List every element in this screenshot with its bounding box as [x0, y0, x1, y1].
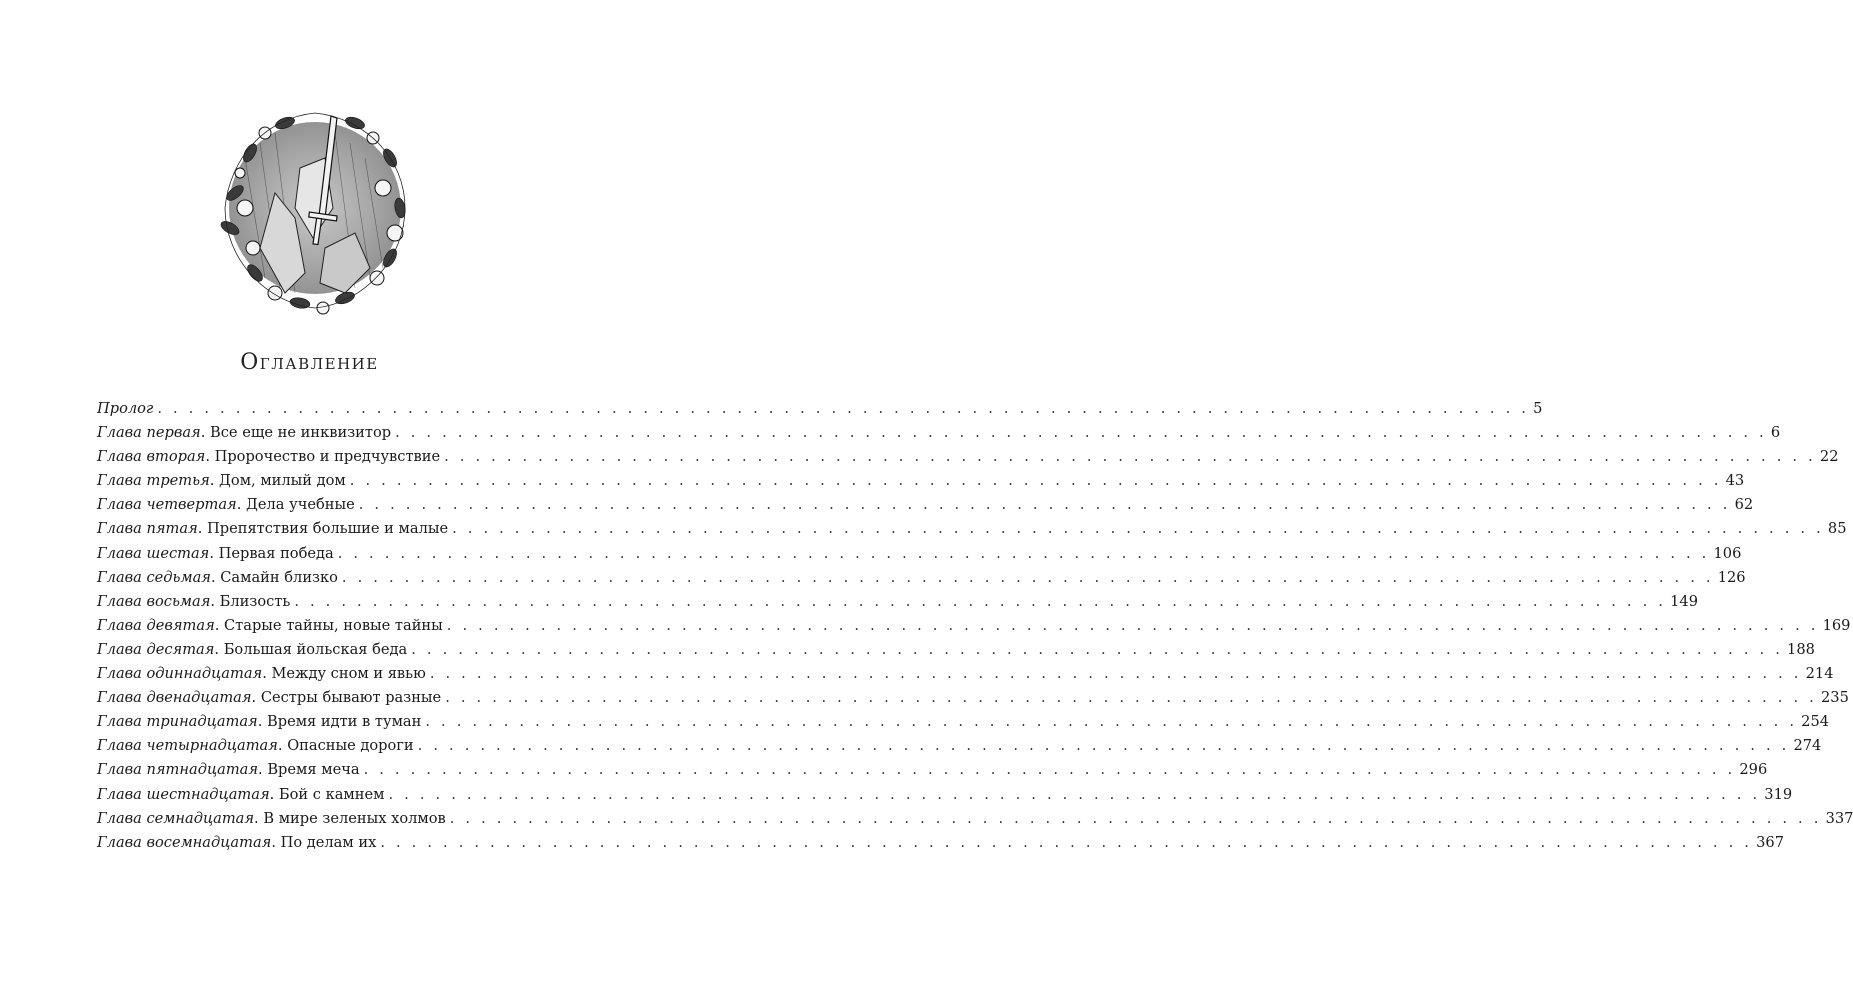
toc-dot-leader — [350, 469, 1722, 493]
toc-chapter-label: Глава восемнадцатая — [97, 833, 272, 851]
toc-chapter-title: Бой с камнем — [278, 785, 385, 803]
toc-entry-text — [97, 590, 290, 614]
toc-entry[interactable] — [97, 469, 1745, 493]
toc-chapter-label: Глава седьмая — [97, 568, 211, 586]
toc-chapter-label: Пролог — [97, 400, 154, 417]
toc-page-number: 235 — [1821, 689, 1849, 707]
toc-chapter-title: Большая йольская беда — [223, 640, 408, 658]
toc-page-number: 319 — [1764, 785, 1793, 803]
toc-entry-text — [97, 758, 360, 782]
toc-chapter-label: Глава восьмая — [97, 592, 211, 610]
toc-page-number: 22 — [1819, 448, 1839, 466]
toc-chapter-title: Время меча — [267, 761, 360, 779]
toc-dot-leader — [450, 807, 1822, 831]
toc-chapter-label: Глава тринадцатая — [97, 713, 258, 731]
toc-page-number: 367 — [1756, 833, 1784, 851]
toc-page-number: 62 — [1734, 496, 1754, 514]
toc-entry[interactable] — [97, 421, 1781, 445]
toc-entry-text — [97, 710, 421, 734]
toc-chapter-label: Глава четвертая — [97, 496, 237, 514]
toc-entry[interactable] — [97, 807, 1853, 831]
toc-entry-text — [97, 783, 384, 807]
toc-chapter-title: По делам их — [280, 833, 377, 851]
toc-separator: . — [210, 592, 220, 610]
toc-entry-text — [97, 614, 443, 638]
wreath-sword-illustration — [205, 98, 425, 318]
toc-separator: . — [254, 809, 264, 827]
toc-entry-text — [97, 542, 334, 566]
toc-page-number: 149 — [1670, 592, 1698, 610]
toc-page-number: 188 — [1787, 640, 1815, 658]
toc-entry-text — [97, 421, 391, 445]
toc-chapter-label: Глава десятая — [97, 640, 215, 658]
toc-dot-leader — [447, 614, 1819, 638]
wreath-sword-drawing — [205, 98, 425, 318]
toc-entry-text — [97, 831, 376, 855]
toc-entry-text — [97, 493, 355, 517]
toc-chapter-label: Глава девятая — [97, 616, 215, 634]
toc-separator: . — [200, 424, 211, 442]
toc-separator: . — [214, 616, 225, 634]
toc-chapter-title: Опасные дороги — [287, 737, 414, 755]
toc-dot-leader — [452, 517, 1824, 541]
toc-entry[interactable] — [97, 566, 1746, 590]
toc-dot-leader — [294, 590, 1666, 614]
toc-chapter-title: Дела учебные — [246, 496, 355, 514]
toc-dot-leader — [359, 493, 1731, 517]
table-of-contents — [97, 397, 1853, 855]
toc-entry[interactable] — [97, 517, 1847, 541]
toc-entry-text — [97, 397, 153, 421]
toc-page-number: 274 — [1793, 737, 1822, 755]
toc-chapter-label: Глава шестнадцатая — [97, 785, 270, 803]
toc-separator: . — [214, 640, 224, 658]
toc-chapter-label: Глава пятая — [97, 520, 198, 538]
toc-separator: . — [257, 713, 267, 731]
toc-separator: . — [258, 761, 268, 779]
toc-entry[interactable] — [97, 397, 1543, 421]
toc-separator: . — [209, 472, 220, 490]
toc-dot-leader — [388, 783, 1760, 807]
toc-chapter-title: Все еще не инквизитор — [210, 424, 392, 442]
toc-page-number: 85 — [1827, 520, 1847, 538]
toc-chapter-title: Дом, милый дом — [219, 472, 346, 490]
toc-entry[interactable] — [97, 662, 1834, 686]
toc-dot-leader — [157, 397, 1529, 421]
toc-entry-text — [97, 662, 426, 686]
toc-chapter-title: Близость — [219, 592, 291, 610]
toc-entry-text — [97, 469, 346, 493]
toc-entry-text — [97, 445, 440, 469]
toc-chapter-title: Самайн близко — [220, 568, 338, 586]
toc-entry[interactable] — [97, 734, 1822, 758]
toc-page-number: 296 — [1739, 761, 1768, 779]
toc-chapter-title: Пророчество и предчувствие — [214, 448, 441, 466]
toc-chapter-title: Время идти в туман — [267, 713, 422, 731]
toc-entry-text — [97, 566, 338, 590]
toc-chapter-title: Сестры бывают разные — [260, 689, 442, 707]
toc-dot-leader — [430, 662, 1802, 686]
toc-chapter-label: Глава одиннадцатая — [97, 665, 263, 683]
toc-chapter-title: Между сном и явью — [271, 665, 426, 683]
toc-heading: Оглавление — [240, 350, 379, 375]
toc-separator: . — [251, 689, 261, 707]
toc-dot-leader — [395, 421, 1767, 445]
toc-entry[interactable] — [97, 542, 1742, 566]
toc-chapter-title: Старые тайны, новые тайны — [224, 616, 443, 634]
toc-separator: . — [210, 568, 221, 586]
toc-page-number: 43 — [1725, 472, 1745, 490]
toc-dot-leader — [342, 566, 1714, 590]
toc-chapter-label: Глава первая — [97, 424, 201, 442]
toc-entry[interactable] — [97, 686, 1849, 710]
toc-page-number: 214 — [1805, 665, 1834, 683]
toc-separator: . — [236, 496, 246, 514]
toc-page-number: 337 — [1825, 809, 1853, 827]
toc-separator: . — [269, 785, 279, 803]
toc-entry[interactable] — [97, 638, 1815, 662]
toc-dot-leader — [418, 734, 1790, 758]
toc-chapter-label: Глава двенадцатая — [97, 689, 252, 707]
toc-entry[interactable] — [97, 710, 1830, 734]
toc-entry[interactable] — [97, 445, 1839, 469]
toc-separator: . — [262, 665, 272, 683]
toc-entry[interactable] — [97, 614, 1851, 638]
toc-entry-text — [97, 638, 407, 662]
toc-entry-text — [97, 517, 448, 541]
toc-dot-leader — [425, 710, 1797, 734]
toc-chapter-label: Глава третья — [97, 472, 210, 490]
toc-separator: . — [271, 833, 281, 851]
toc-chapter-label: Глава семнадцатая — [97, 809, 255, 827]
toc-entry[interactable] — [97, 783, 1793, 807]
toc-dot-leader — [338, 542, 1710, 566]
toc-entry[interactable] — [97, 493, 1754, 517]
toc-entry-text — [97, 807, 446, 831]
toc-dot-leader — [445, 686, 1817, 710]
toc-chapter-label: Глава пятнадцатая — [97, 761, 259, 779]
toc-page-number: 169 — [1822, 616, 1851, 634]
toc-entry[interactable] — [97, 590, 1698, 614]
toc-chapter-title: Препятствия большие и малые — [207, 520, 449, 538]
toc-separator: . — [205, 448, 215, 466]
toc-separator: . — [209, 544, 219, 562]
toc-chapter-label: Глава вторая — [97, 448, 206, 466]
toc-entry-text — [97, 734, 414, 758]
toc-chapter-label: Глава шестая — [97, 544, 210, 562]
toc-separator: . — [197, 520, 208, 538]
toc-entry[interactable] — [97, 831, 1784, 855]
toc-page-number: 5 — [1533, 400, 1543, 417]
toc-chapter-title: Первая победа — [218, 544, 334, 562]
toc-entry-text — [97, 686, 441, 710]
toc-page-number: 106 — [1713, 544, 1742, 562]
toc-dot-leader — [411, 638, 1783, 662]
toc-page-number: 126 — [1717, 568, 1746, 586]
toc-page-number: 6 — [1770, 424, 1781, 442]
toc-dot-leader — [364, 758, 1736, 782]
toc-chapter-title: В мире зеленых холмов — [263, 809, 446, 827]
toc-page-number: 254 — [1801, 713, 1830, 731]
toc-separator: . — [277, 737, 288, 755]
toc-entry[interactable] — [97, 758, 1768, 782]
toc-dot-leader — [444, 445, 1816, 469]
toc-chapter-label: Глава четырнадцатая — [97, 737, 278, 755]
toc-dot-leader — [380, 831, 1752, 855]
